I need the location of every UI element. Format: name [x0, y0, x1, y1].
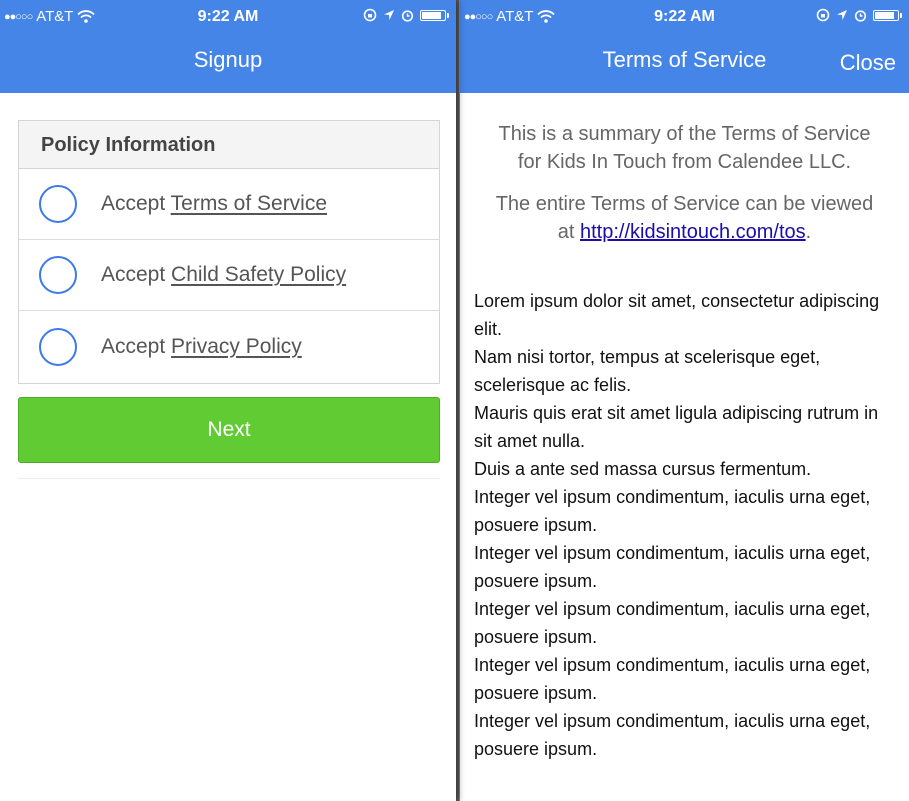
battery-icon [873, 10, 899, 21]
page-title: Signup [193, 47, 263, 72]
divider [18, 478, 440, 479]
clock: 9:22 AM [654, 8, 715, 25]
row-label: Accept Child Safety Policy [101, 263, 347, 286]
page-title: Terms of Service [602, 47, 767, 72]
paragraph: Integer vel ipsum condimentum, iaculis urna eget, posuere ipsum. [474, 599, 871, 647]
status-bar [460, 6, 909, 28]
next-button[interactable]: Next [18, 397, 440, 463]
privacy-policy-link[interactable]: Privacy Policy [171, 335, 302, 358]
tos-body [474, 287, 895, 763]
policy-card [18, 120, 440, 384]
close-button[interactable]: Close [839, 50, 896, 75]
signal-indicator: ●●○○○ [464, 10, 493, 23]
radio-button[interactable] [39, 256, 77, 294]
entire-tos-text: The entire Terms of Service can be viewed at http://kidsintouch.com/tos. [495, 193, 874, 243]
status-bar [0, 6, 456, 28]
row-label: Accept Privacy Policy [101, 335, 302, 358]
summary-text: This is a summary of the Terms of Service for Kids In Touch from Calendee LLC. [498, 123, 871, 173]
row-label: Accept Terms of Service [101, 192, 328, 215]
radio-button[interactable] [39, 328, 77, 366]
signal-indicator: ●●○○○ [4, 10, 33, 23]
paragraph: Integer vel ipsum condimentum, iaculis urna eget, posuere ipsum. [474, 543, 871, 591]
radio-button[interactable] [39, 185, 77, 223]
accept-child-safety-row[interactable] [19, 240, 439, 311]
accept-terms-row[interactable] [19, 169, 439, 240]
accept-privacy-row[interactable] [19, 311, 439, 383]
rotation-lock-icon [363, 8, 377, 22]
location-arrow-icon [836, 9, 848, 21]
paragraph: Integer vel ipsum condimentum, iaculis urna eget, posuere ipsum. [474, 487, 871, 535]
location-arrow-icon [383, 9, 395, 21]
paragraph: Lorem ipsum dolor sit amet, consectetur adipiscing elit. [474, 291, 880, 339]
nav-bar [0, 0, 456, 93]
alarm-icon [854, 9, 867, 22]
carrier-label: AT&T [496, 8, 534, 25]
paragraph: Nam nisi tortor, tempus at scelerisque eget, scelerisque ac felis. [474, 347, 821, 395]
section-header: Policy Information [19, 121, 439, 169]
paragraph: Integer vel ipsum condimentum, iaculis urna eget, posuere ipsum. [474, 711, 871, 759]
battery-icon [420, 10, 446, 21]
tos-url-link[interactable]: http://kidsintouch.com/tos [580, 221, 806, 243]
tos-summary [460, 120, 909, 246]
alarm-icon [401, 9, 414, 22]
clock: 9:22 AM [197, 8, 259, 25]
paragraph: Duis a ante sed massa cursus fermentum. [474, 459, 812, 479]
terms-screen [459, 0, 909, 801]
paragraph: Mauris quis erat sit amet ligula adipiscing rutrum in sit amet nulla. [474, 403, 879, 451]
child-safety-policy-link[interactable]: Child Safety Policy [171, 263, 347, 286]
paragraph: Integer vel ipsum condimentum, iaculis urna eget, posuere ipsum. [474, 655, 871, 703]
carrier-label: AT&T [36, 8, 74, 25]
nav-bar [460, 0, 909, 93]
terms-of-service-link[interactable]: Terms of Service [170, 192, 328, 215]
rotation-lock-icon [816, 8, 830, 22]
